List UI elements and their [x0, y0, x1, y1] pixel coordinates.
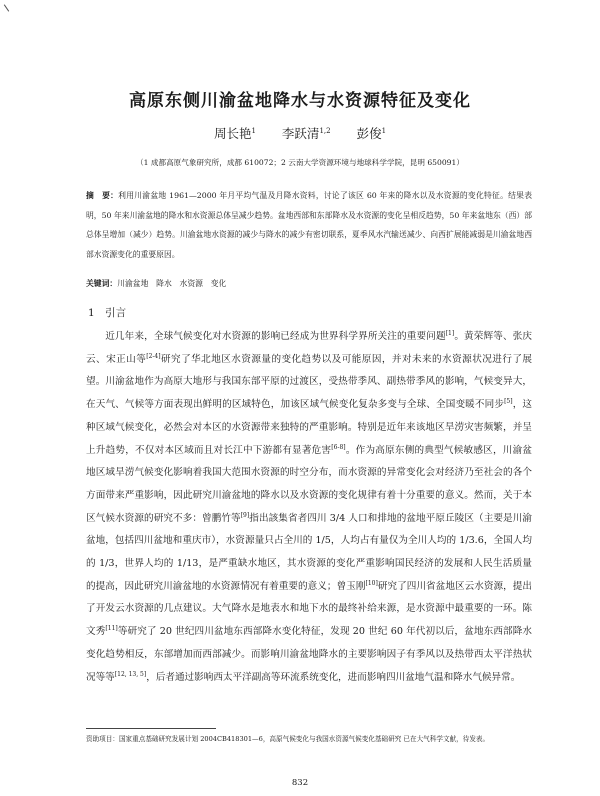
affiliation: （1 成都高原气象研究所，成都 610072；2 云南大学资源环境与地球科学学院，昆明 650091）: [136, 158, 464, 167]
abstract-text: 利用川渝盆地 1961—2000 年月平均气温及月降水资料，讨论了该区 60 年来的降水以及水资源的变化特征。结果表明，50 年来川渝盆地的降水和水资源总体呈减少趋势。盆地西部和东部降水及水资源的变化呈相反趋势，50 年来盆地东（西）部总体呈增加（减少）趋势。川渝盆地水资源的减少与降水的减少有密切联系，夏季风水汽输送减少、向西扩展能减弱是川渝盆地西部水资源变化的重要原因。: [86, 191, 533, 259]
introduction-body: [86, 326, 532, 689]
author-2: 李跃清$^{1,2}$: [281, 126, 331, 141]
abstract-label: 摘 要：: [86, 191, 119, 200]
citation: [1]: [445, 329, 455, 337]
section-heading-introduction: 1 引言: [88, 307, 127, 319]
body-text-segment: 等研究了 20 世纪四川盆地东西部降水变化特征，发现 20 世纪 60 年代初以后，盆地东西部降水变化趋势相反，东部增加而西部减少。而影响川渝盆地降水的主要影响因子有季风以及热带西太平洋热状况等等: [86, 626, 533, 683]
author-list: [0, 124, 600, 142]
citation: [5]: [504, 397, 513, 405]
citation: [10]: [365, 579, 378, 587]
keywords-text: 川渝盆地 降水 水资源 变化: [117, 279, 227, 288]
scan-artifact: [4, 4, 9, 11]
body-text-segment: ，后者通过影响西太平洋副高等环流系统变化，进而影响四川盆地气温和降水气候异常。: [146, 671, 521, 683]
body-text-segment: 。作为高原东侧的典型气候敏感区，川渝盆地区域旱涝气候变化影响着我国大范围水资源的时空分布，而水资源的异常变化会对经济乃至社会的各个方面带来严重影响，因此研究川渝盆地的降水以及水资源的变化规律有着十分重要的意义。然而，关于本区气候水资源的研究不多：曾鹏竹等: [86, 444, 533, 524]
citation: [11]: [105, 624, 118, 632]
citation: [12, 13, 5]: [114, 670, 147, 678]
body-text-segment: ，这种区域气候变化，必然会对本区的水资源带来独特的严重影响。特别是近年来该地区旱涝灾害频繁，并呈上升趋势，不仅对本区域而且对长江中下游都有显著危害: [86, 399, 533, 456]
author-3: 彭俊$^1$: [356, 126, 387, 141]
footnote-rule: [86, 728, 216, 729]
abstract: [86, 186, 532, 264]
body-text-segment: 研究了四川省盆地区云水资源，提出了开发云水资源的几点建议。大气降水是地表水和地下水的最终补给来源，是水资源中最重要的一环。陈文秀: [86, 580, 533, 638]
body-text-segment: 指出該集省者四川 3/4 人口和排地的盆地平原丘陵区（主要是川渝盆地，包括四川盆地和重庆市），水资源量只占全川的 1/5，人均占有量仅为全川人均的 1/3.6，全国人均的 1/3，世界人均的 1/13，是严重缺水地区，其水资源的变化严重影响国民经济的发展和人民生活质量的提高，因此研究川渝盆地的水资源情况有着重要的意义；曾玉刚: [86, 512, 532, 592]
author-1: 周长艳$^1$: [213, 126, 256, 141]
body-text-segment: 近几年来，全球气候变化对水资源的影响已经成为世界科学界所关注的重要问题: [105, 331, 446, 342]
citation: [2-4]: [146, 352, 161, 360]
body-text-segment: 。黄荣辉等、张庆云、宋正山等: [86, 331, 533, 365]
page-number: 832: [291, 778, 309, 788]
body-text-segment: 研究了华北地区水资源量的变化趋势以及可能原因，并对未来的水资源状况进行了展望。川渝盆地作为高原大地形与我国东部平原的过渡区，受热带季风、副热带季风的影响，气候变异大，在天气、气候等方面表现出鲜明的区域特色，加该区域气候变化复杂多变与全球、全国变暖不同步: [86, 353, 533, 411]
footnote: 资助项目：国家重点基础研究发展计划 2004CB418301—6，高原气候变化与我国水资源气候变化基础研究 已在大气科学文献，待发表。: [86, 735, 490, 743]
citation: [9]: [240, 511, 250, 519]
keywords-label: 关键词：: [86, 279, 118, 288]
keywords: [86, 278, 532, 289]
paper-title: 高原东侧川渝盆地降水与水资源特征及变化: [129, 91, 471, 111]
citation: [6-8]: [331, 443, 346, 451]
